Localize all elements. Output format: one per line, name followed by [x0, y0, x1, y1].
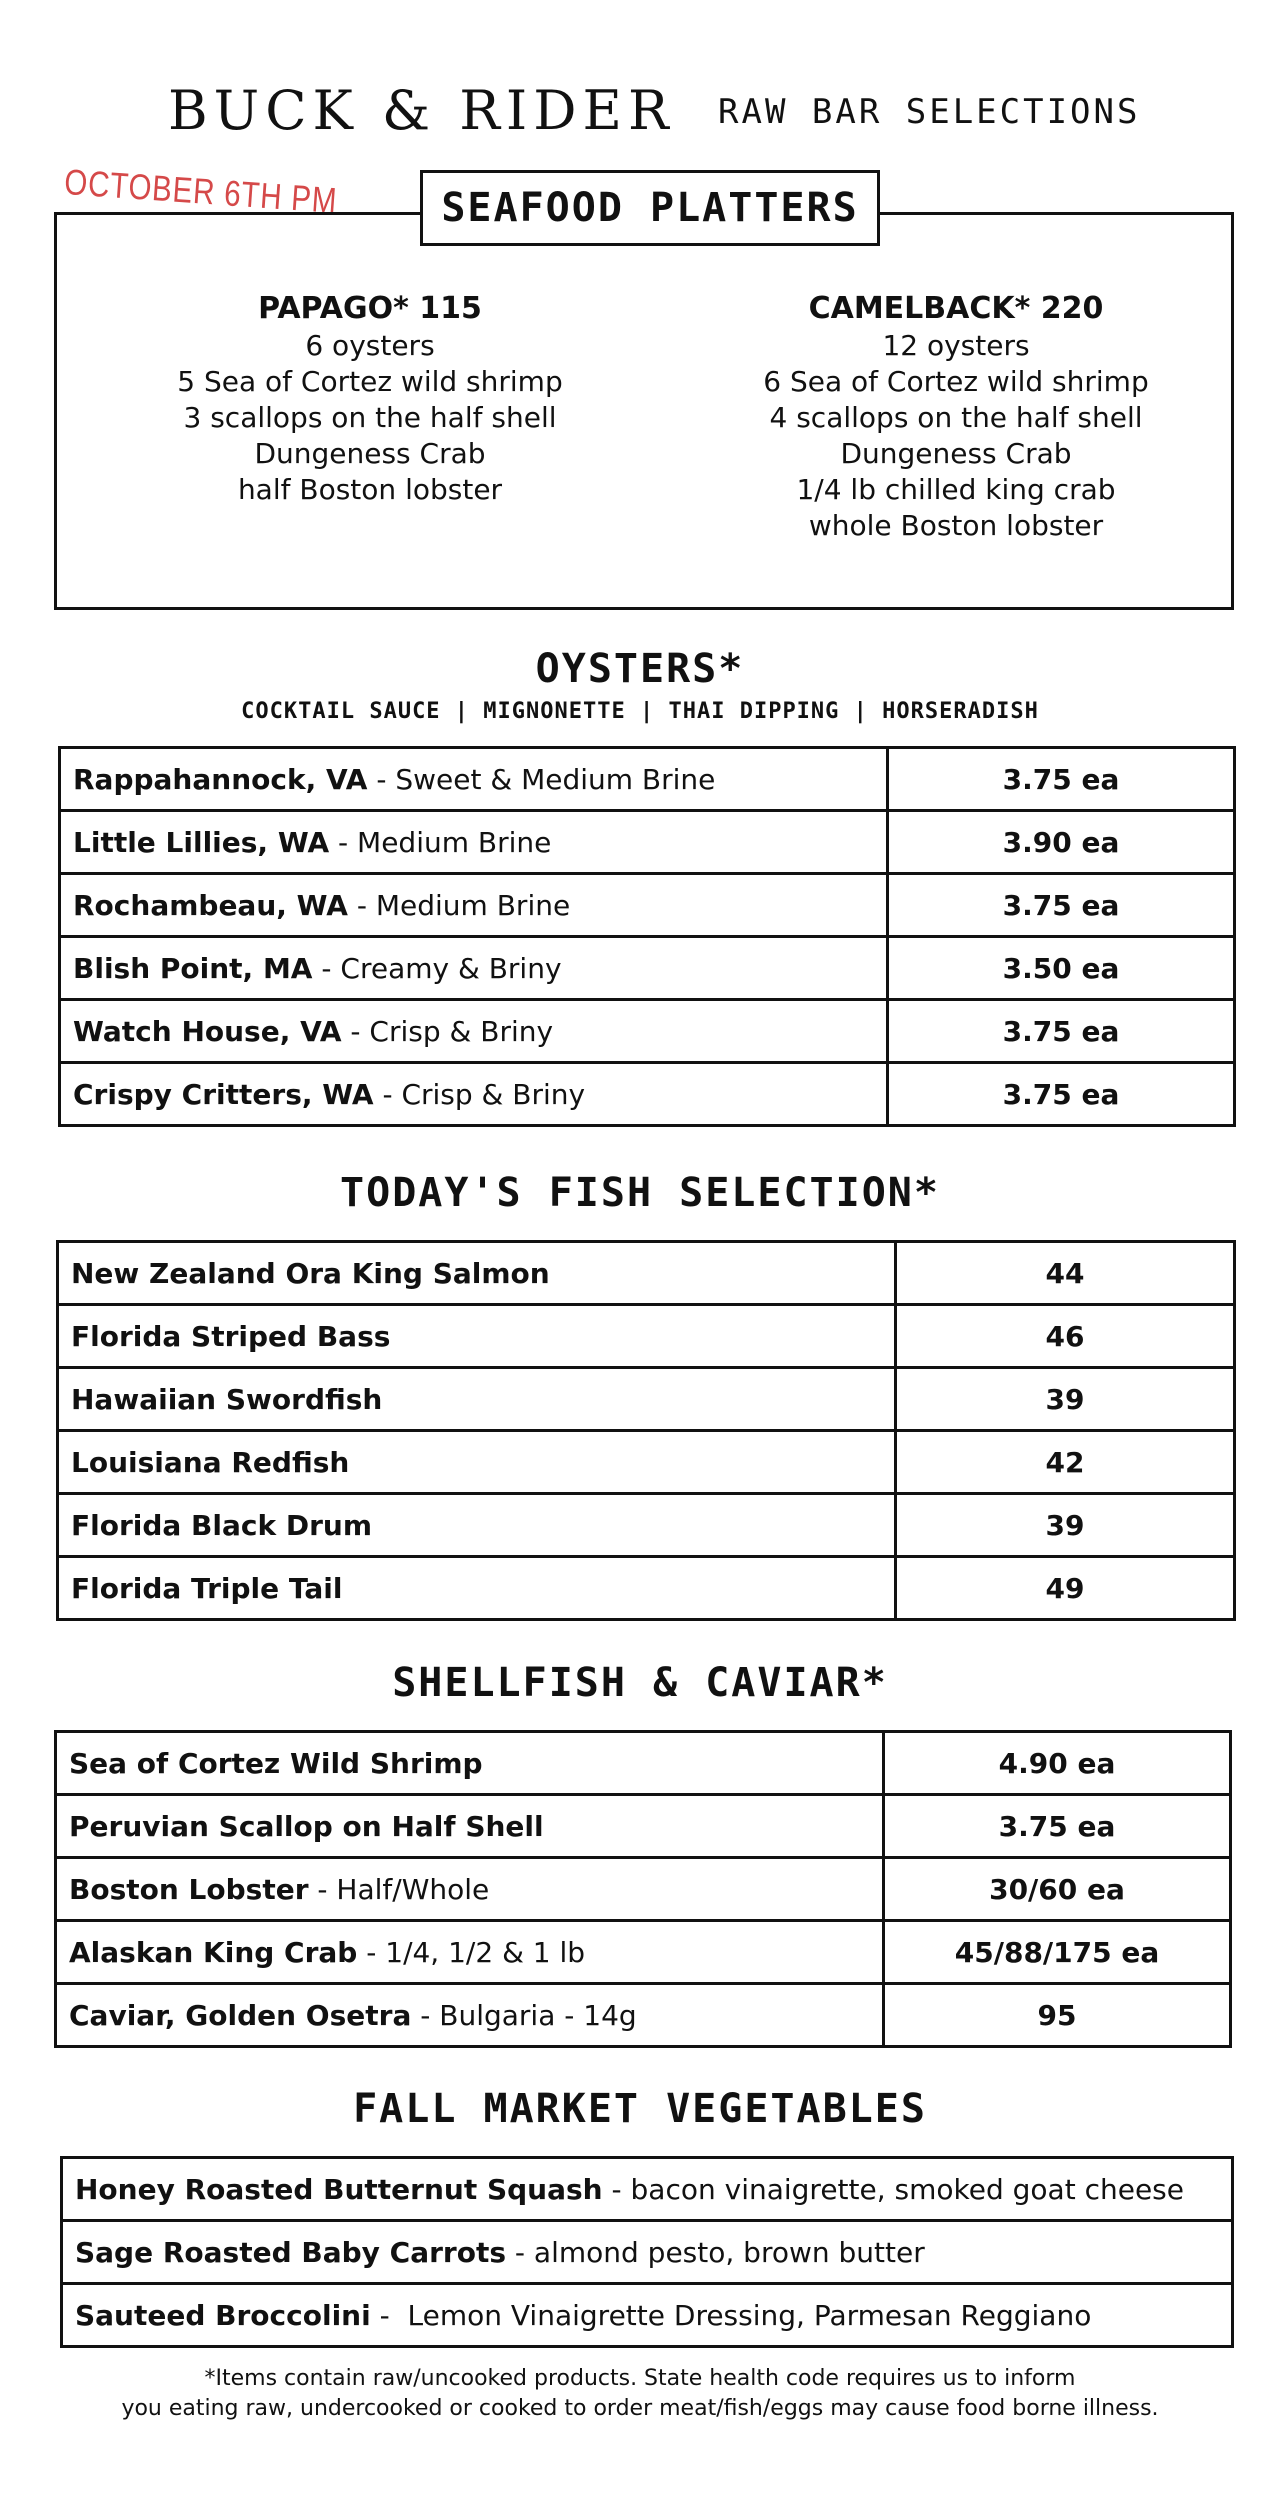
item-cell [60, 748, 888, 811]
oysters-table [58, 746, 1236, 1127]
item-description: - Medium Brine [347, 888, 571, 922]
date-stamp: OCTOBER 6TH PM [63, 160, 339, 221]
platter-name: PAPAGO* 115 [258, 291, 482, 326]
menu-header [0, 76, 1280, 146]
table-row [56, 1984, 1231, 2047]
table-row [58, 1368, 1235, 1431]
platter-line: 6 Sea of Cortez wild shrimp [763, 365, 1149, 398]
table-row [60, 937, 1235, 1000]
platter-line: 3 scallops on the half shell [183, 401, 557, 434]
table-row [60, 1000, 1235, 1063]
item-cell [56, 1858, 884, 1921]
item-cell [60, 874, 888, 937]
item-description: - bacon vinaigrette, smoked goat cheese [602, 2172, 1184, 2206]
item-cell [58, 1368, 896, 1431]
platter-line: 6 oysters [305, 329, 435, 362]
item-cell [58, 1494, 896, 1557]
table-row [62, 2158, 1233, 2221]
item-cell [60, 811, 888, 874]
item-description: - almond pesto, brown butter [506, 2235, 925, 2269]
item-name: Crispy Critters, WA [73, 1077, 374, 1111]
item-description: - Sweet & Medium Brine [367, 762, 716, 796]
item-name: Sauteed Broccolini [75, 2298, 371, 2332]
health-disclaimer [0, 2364, 1280, 2424]
item-price: 4.90 ea [884, 1732, 1231, 1795]
item-price: 3.75 ea [884, 1795, 1231, 1858]
table-row [62, 2221, 1233, 2284]
table-row [56, 1921, 1231, 1984]
table-row [58, 1431, 1235, 1494]
platter-line: 4 scallops on the half shell [769, 401, 1143, 434]
item-name: Peruvian Scallop on Half Shell [69, 1809, 544, 1843]
platter-line: half Boston lobster [237, 473, 503, 506]
item-price: 45/88/175 ea [884, 1921, 1231, 1984]
item-price: 42 [896, 1431, 1235, 1494]
item-name: Florida Black Drum [71, 1508, 373, 1542]
table-row [60, 748, 1235, 811]
item-description: - Crisp & Briny [341, 1014, 554, 1048]
item-cell [62, 2221, 1233, 2284]
table-row [60, 811, 1235, 874]
item-name: New Zealand Ora King Salmon [71, 1256, 550, 1290]
table-row [56, 1732, 1231, 1795]
table-row [58, 1242, 1235, 1305]
platter-line: whole Boston lobster [808, 509, 1104, 542]
item-name: Florida Striped Bass [71, 1319, 391, 1353]
item-price: 3.75 ea [888, 1063, 1235, 1126]
item-name: Rappahannock, VA [73, 762, 368, 796]
item-price: 3.50 ea [888, 937, 1235, 1000]
item-cell [60, 1000, 888, 1063]
disclaimer-line: *Items contain raw/uncooked products. State health code requires us to inform [204, 2366, 1076, 2391]
item-cell [62, 2284, 1233, 2347]
item-cell [56, 1795, 884, 1858]
item-price: 46 [896, 1305, 1235, 1368]
sauce-list: COCKTAIL SAUCE | MIGNONETTE | THAI DIPPING | HORSERADISH [241, 699, 1039, 724]
item-name: Watch House, VA [73, 1014, 342, 1048]
item-name: Alaskan King Crab [69, 1935, 358, 1969]
item-price: 39 [896, 1368, 1235, 1431]
fish-title: TODAY'S FISH SELECTION* [340, 1170, 940, 1216]
vegetables-title: FALL MARKET VEGETABLES [353, 2086, 927, 2132]
item-cell [62, 2158, 1233, 2221]
fish-table [56, 1240, 1236, 1621]
item-name: Caviar, Golden Osetra [69, 1998, 412, 2032]
platters-title: SEAFOOD PLATTERS [420, 170, 880, 246]
item-name: Boston Lobster [69, 1872, 309, 1906]
item-name: Blish Point, MA [73, 951, 313, 985]
table-row [58, 1494, 1235, 1557]
item-description: - Lemon Vinaigrette Dressing, Parmesan Reggiano [370, 2298, 1092, 2332]
item-cell [58, 1557, 896, 1620]
menu-subtitle: RAW BAR SELECTIONS [718, 92, 1141, 132]
item-cell [56, 1984, 884, 2047]
platter-camelback [696, 290, 1216, 544]
vegetables-table [60, 2156, 1234, 2348]
item-description: - Crisp & Briny [373, 1077, 586, 1111]
table-row [58, 1305, 1235, 1368]
item-cell [58, 1242, 896, 1305]
table-row [56, 1858, 1231, 1921]
item-price: 3.75 ea [888, 748, 1235, 811]
item-name: Sage Roasted Baby Carrots [75, 2235, 506, 2269]
item-description: - Medium Brine [329, 825, 552, 859]
item-description: - Bulgaria - 14g [411, 1998, 637, 2032]
item-price: 3.90 ea [888, 811, 1235, 874]
platter-papago [110, 290, 630, 508]
table-row [60, 1063, 1235, 1126]
item-cell [56, 1921, 884, 1984]
item-name: Sea of Cortez Wild Shrimp [69, 1746, 483, 1780]
item-name: Honey Roasted Butternut Squash [75, 2172, 603, 2206]
item-cell [56, 1732, 884, 1795]
item-price: 3.75 ea [888, 874, 1235, 937]
oysters-title: OYSTERS* [535, 646, 745, 692]
shellfish-title: SHELLFISH & CAVIAR* [392, 1660, 888, 1706]
item-price: 39 [896, 1494, 1235, 1557]
item-name: Little Lillies, WA [73, 825, 330, 859]
item-description: - Half/Whole [308, 1872, 490, 1906]
item-price: 44 [896, 1242, 1235, 1305]
item-price: 95 [884, 1984, 1231, 2047]
item-price: 49 [896, 1557, 1235, 1620]
shellfish-table [54, 1730, 1232, 2048]
disclaimer-line: you eating raw, undercooked or cooked to order meat/fish/eggs may cause food borne illness. [121, 2396, 1159, 2421]
table-row [62, 2284, 1233, 2347]
item-description: - Creamy & Briny [312, 951, 562, 985]
table-row [58, 1557, 1235, 1620]
platter-line: 5 Sea of Cortez wild shrimp [177, 365, 563, 398]
table-row [56, 1795, 1231, 1858]
platter-line: 12 oysters [882, 329, 1030, 362]
platter-line: Dungeness Crab [840, 437, 1072, 470]
platter-line: Dungeness Crab [254, 437, 486, 470]
platter-line: 1/4 lb chilled king crab [796, 473, 1116, 506]
item-cell [60, 1063, 888, 1126]
item-name: Florida Triple Tail [71, 1571, 343, 1605]
item-cell [58, 1305, 896, 1368]
item-price: 3.75 ea [888, 1000, 1235, 1063]
item-price: 30/60 ea [884, 1858, 1231, 1921]
item-cell [60, 937, 888, 1000]
table-row [60, 874, 1235, 937]
brand-logo: BUCK & RIDER [168, 79, 675, 142]
item-name: Louisiana Redfish [71, 1445, 350, 1479]
item-name: Hawaiian Swordfish [71, 1382, 383, 1416]
item-cell [58, 1431, 896, 1494]
item-description: - 1/4, 1/2 & 1 lb [357, 1935, 586, 1969]
platter-name: CAMELBACK* 220 [808, 291, 1104, 326]
item-name: Rochambeau, WA [73, 888, 348, 922]
